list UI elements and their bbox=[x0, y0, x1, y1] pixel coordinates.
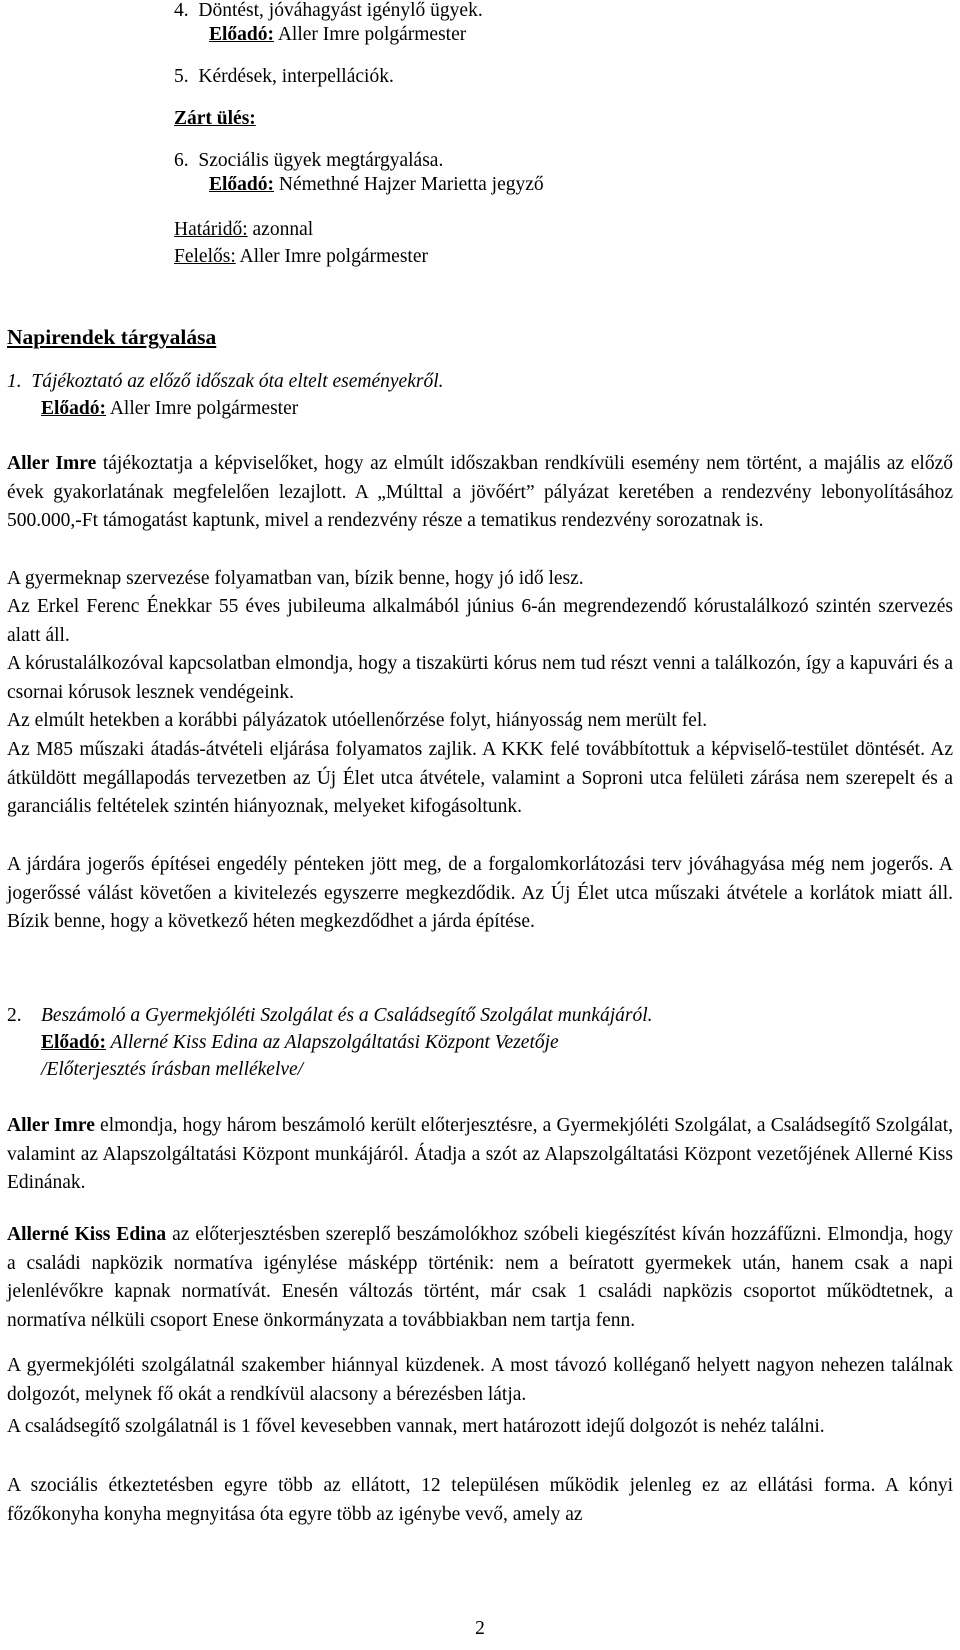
section-heading: Napirendek tárgyalása bbox=[7, 325, 217, 349]
topic-2-paragraph-4: A családsegítő szolgálatnál is 1 fővel kevesebben vannak, mert határozott idejű dolgozót is nehéz találni. bbox=[7, 1416, 825, 1437]
agenda-item-5-title: 5. Kérdések, interpellációk. bbox=[174, 66, 394, 87]
presenter-label: Előadó: bbox=[209, 24, 275, 45]
presenter-name: Aller Imre polgármester bbox=[274, 24, 467, 45]
topic-1-paragraph-4: A kórustalálkozóval kapcsolatban elmondja, hogy a tiszakürti kórus nem tud részt venni a találkozón, így a kapuvári és a csornai kórusok lesznek vendégeink. bbox=[7, 653, 953, 703]
topic-1-paragraph-1 bbox=[7, 450, 953, 536]
topic-2-number: 2. bbox=[7, 1005, 22, 1026]
topic-1-title: 1. Tájékoztató az előző időszak óta eltelt eseményekről. bbox=[7, 371, 444, 392]
presenter-label: Előadó: bbox=[41, 398, 107, 419]
paragraph-text: elmondja, hogy három beszámoló került előterjesztésre, a Gyermekjóléti Szolgálat, a Családsegítő Szolgálat, valamint az Alapszolgáltatási Központ munkájáról. Átadja a szót az Alapszolgáltatási Központ vezetőjének Allerné Kiss Edinának. bbox=[7, 1115, 953, 1194]
topic-1-presenter bbox=[41, 397, 298, 421]
deadline-label: Határidő: bbox=[174, 219, 248, 240]
closed-session-label: Zárt ülés: bbox=[174, 108, 256, 129]
agenda-item-6-presenter bbox=[209, 173, 544, 197]
responsible-value: Aller Imre polgármester bbox=[235, 246, 428, 267]
paragraph-text: az előterjesztésben szereplő beszámolókhoz szóbeli kiegészítést kíván hozzáfűzni. Elmondja, hogy a családi napközik normatíva igénylése másképp történik: nem a beíratott gyermekek után, hanem csak a napi jelenlévőkre kapnak normatívát. Enesén változás történt, már csak 1 családi napközis csoportot működtetnek, a normatíva nélküli csoport Enese önkormányzata a továbbiakban nem tartja fenn. bbox=[7, 1224, 954, 1331]
presenter-name: Némethné Hajzer Marietta jegyző bbox=[274, 174, 544, 195]
deadline-line bbox=[174, 218, 313, 242]
topic-2-paragraph-1 bbox=[7, 1112, 953, 1198]
topic-1-paragraph-5: Az elmúlt hetekben a korábbi pályázatok utóellenőrzése folyt, hiányosság nem merült fel. bbox=[7, 710, 708, 731]
paragraph-text: tájékoztatja a képviselőket, hogy az elmúlt időszakban rendkívüli esemény nem történt, a majális az előző évek gyakorlatának megfelelően lezajlott. A „Múlttal a jövőért” pályázat keretében a rendezvény lebonyolításához 500.000,-Ft támogatást kaptunk, mivel a rendezvény része a tematikus rendezvény sorozatnak is. bbox=[7, 453, 953, 532]
presenter-label: Előadó: bbox=[41, 1032, 107, 1053]
topic-1-paragraph-2: A gyermeknap szervezése folyamatban van, bízik benne, hogy jó idő lesz. bbox=[7, 568, 584, 589]
topic-2-presenter bbox=[41, 1031, 559, 1055]
responsible-label: Felelős: bbox=[174, 246, 236, 267]
topic-1-paragraph-6: Az M85 műszaki átadás-átvételi eljárása folyamatos zajlik. A KKK felé továbbítottuk a képviselő-testület döntését. Az átküldött megállapodás tervezetben az Új Élet utca átvétele, valamint a Soproni utca felületi zárása nem szerepelt és a garanciális feltételek szintén hiányoznak, melyeket kifogásoltunk. bbox=[7, 739, 953, 818]
agenda-item-4-presenter bbox=[209, 23, 466, 47]
speaker-name: Aller Imre bbox=[7, 1115, 95, 1136]
topic-2-paragraph-3: A gyermekjóléti szolgálatnál szakember hiánnyal küzdenek. A most távozó kolléganő helyett nagyon nehezen találnak dolgozót, melynek fő okát a rendkívül alacsony a bérezésben látja. bbox=[7, 1355, 953, 1405]
topic-1-paragraph-7: A járdára jogerős építései engedély pénteken jött meg, de a forgalomkorlátozási terv jóváhagyása még nem jogerős. A jogerőssé válást követően a kivitelezés egyszerre megkezdődik. Az Új Élet utca műszaki átvétele a korlátok miatt áll. Bízik benne, hogy a következő héten megkezdődhet a járda építése. bbox=[7, 854, 953, 933]
presenter-name: Allerné Kiss Edina az Alapszolgáltatási Központ Vezetője bbox=[106, 1032, 559, 1053]
agenda-item-4-title: 4. Döntést, jóváhagyást igénylő ügyek. bbox=[174, 0, 483, 21]
page-number: 2 bbox=[475, 1618, 485, 1639]
speaker-name: Aller Imre bbox=[7, 453, 97, 474]
topic-1-paragraph-3: Az Erkel Ferenc Énekkar 55 éves jubileuma alkalmából június 6-án megrendezendő kórustalálkozó szintén szervezés alatt áll. bbox=[7, 596, 953, 646]
presenter-label: Előadó: bbox=[209, 174, 275, 195]
topic-2-paragraph-2 bbox=[7, 1221, 953, 1335]
topic-2-title: Beszámoló a Gyermekjóléti Szolgálat és a Családsegítő Szolgálat munkájáról. bbox=[41, 1005, 653, 1026]
presenter-name: Aller Imre polgármester bbox=[106, 398, 299, 419]
topic-2-paragraph-5: A szociális étkeztetésben egyre több az ellátott, 12 településen működik jelenleg ez az ellátási forma. A kónyi főzőkonyha konyha megnyitása óta egyre több az igénybe vevő, amely az bbox=[7, 1475, 953, 1525]
agenda-item-6-title: 6. Szociális ügyek megtárgyalása. bbox=[174, 150, 444, 171]
responsible-line bbox=[174, 245, 428, 269]
deadline-value: azonnal bbox=[247, 219, 314, 240]
speaker-name: Allerné Kiss Edina bbox=[7, 1224, 167, 1245]
topic-2-attachment-note: /Előterjesztés írásban mellékelve/ bbox=[41, 1059, 304, 1080]
